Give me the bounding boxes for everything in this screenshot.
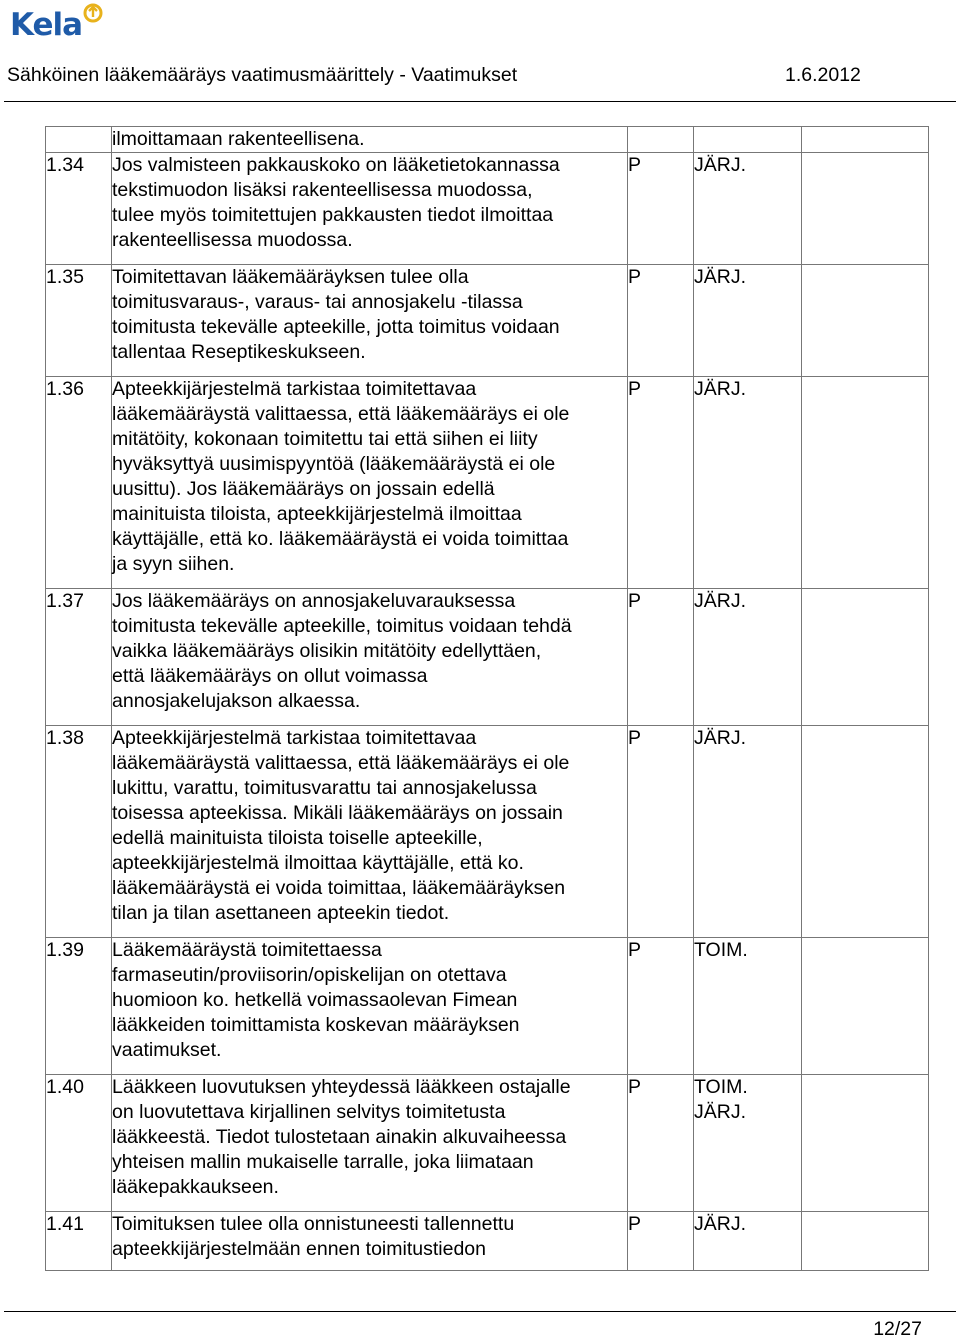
requirement-text: [112, 153, 628, 265]
requirement-text-line: tulee myös toimitettujen pakkausten tiedot ilmoittaa: [112, 204, 554, 226]
responsibility-cell: [694, 726, 802, 938]
requirement-text-line: apteekkijärjestelmään ennen toimitustiedon: [112, 1238, 486, 1260]
requirement-text-line: lääkepakkaukseen.: [112, 1176, 279, 1198]
requirement-text: [112, 1212, 628, 1271]
priority-cell: P: [628, 726, 694, 938]
responsibility-value: JÄRJ.: [694, 266, 747, 288]
priority-cell: P: [628, 589, 694, 726]
requirement-id: 1.40: [46, 1075, 112, 1212]
extra-cell: [802, 589, 929, 726]
priority-cell: [628, 127, 694, 153]
requirement-text-line: Jos lääkemääräys on annosjakeluvarauksessa: [112, 590, 516, 612]
requirement-text-line: on luovutettava kirjallinen selvitys toimitetusta: [112, 1101, 506, 1123]
responsibility-value: JÄRJ.: [694, 727, 747, 749]
requirement-text-line: toimitusta tekevälle apteekille, jotta toimitus voidaan: [112, 316, 560, 338]
requirement-text-line: yhteisen mallin mukaiselle tarralle, joka liimataan: [112, 1151, 534, 1173]
extra-cell: [802, 153, 929, 265]
requirement-text-line: toimitusta tekevälle apteekille, toimitus voidaan tehdä: [112, 615, 572, 637]
requirement-id: 1.35: [46, 265, 112, 377]
extra-cell: [802, 127, 929, 153]
requirement-id: 1.41: [46, 1212, 112, 1271]
logo-mark-icon: [82, 2, 104, 26]
requirement-text-line: Toimitettavan lääkemääräyksen tulee olla: [112, 266, 469, 288]
requirement-text-line: ilmoittamaan rakenteellisena.: [112, 128, 365, 150]
responsibility-value: JÄRJ.: [694, 590, 747, 612]
responsibility-cell: [694, 589, 802, 726]
requirement-text-line: ja syyn siihen.: [112, 553, 235, 575]
requirement-text-line: lääkemääräystä ei voida toimittaa, lääkemääräyksen: [112, 877, 566, 899]
extra-cell: [802, 377, 929, 589]
table-row: [46, 153, 929, 265]
requirement-text: [112, 127, 628, 153]
requirement-id: [46, 127, 112, 153]
requirement-text: [112, 589, 628, 726]
requirement-text-line: Apteekkijärjestelmä tarkistaa toimitettavaa: [112, 378, 477, 400]
requirement-text-line: lääkemääräystä valittaessa, että lääkemääräys ei ole: [112, 752, 570, 774]
requirement-text-line: toimitusvaraus-, varaus- tai annosjakelu -tilassa: [112, 291, 523, 313]
requirement-text: [112, 377, 628, 589]
requirement-text-line: mainituista tiloista, apteekkijärjestelmä ilmoittaa: [112, 503, 522, 525]
logo-text: Kela: [10, 7, 83, 43]
requirement-text-line: Lääkkeen luovutuksen yhteydessä lääkkeen ostajalle: [112, 1076, 571, 1098]
responsibility-cell: [694, 127, 802, 153]
priority-cell: P: [628, 938, 694, 1075]
responsibility-value: TOIM.: [694, 939, 748, 961]
table-row: [46, 1212, 929, 1271]
requirement-text: [112, 1075, 628, 1212]
extra-cell: [802, 938, 929, 1075]
priority-cell: P: [628, 265, 694, 377]
requirement-text-line: farmaseutin/proviisorin/opiskelijan on otettava: [112, 964, 507, 986]
requirement-text-line: uusittu). Jos lääkemääräys on jossain edellä: [112, 478, 495, 500]
extra-cell: [802, 1212, 929, 1271]
requirement-id: 1.37: [46, 589, 112, 726]
requirement-text-line: Apteekkijärjestelmä tarkistaa toimitettavaa: [112, 727, 477, 749]
requirement-text-line: tallentaa Reseptikeskukseen.: [112, 341, 366, 363]
requirement-text-line: Toimituksen tulee olla onnistuneesti tallennettu: [112, 1213, 515, 1235]
responsibility-cell: [694, 1075, 802, 1212]
table-row: [46, 265, 929, 377]
header-divider: [4, 101, 956, 102]
requirement-text-line: lukittu, varattu, toimitusvarattu tai annosjakelussa: [112, 777, 537, 799]
responsibility-cell: [694, 1212, 802, 1271]
table-row: [46, 127, 929, 153]
requirement-text-line: tekstimuodon lisäksi rakenteellisessa muodossa,: [112, 179, 533, 201]
table-row: [46, 938, 929, 1075]
priority-cell: P: [628, 153, 694, 265]
requirement-text-line: että lääkemääräys on ollut voimassa: [112, 665, 428, 687]
requirement-id: 1.39: [46, 938, 112, 1075]
responsibility-value: JÄRJ.: [694, 1101, 747, 1123]
responsibility-cell: [694, 938, 802, 1075]
priority-cell: P: [628, 1075, 694, 1212]
requirement-text-line: lääkkeiden toimittamista koskevan määräyksen: [112, 1014, 520, 1036]
footer-divider: [4, 1311, 956, 1312]
requirement-text-line: lääkkeestä. Tiedot tulostetaan ainakin alkuvaiheessa: [112, 1126, 567, 1148]
document-date: 1.6.2012: [785, 64, 861, 86]
responsibility-value: JÄRJ.: [694, 1213, 747, 1235]
extra-cell: [802, 265, 929, 377]
requirement-text-line: edellä mainituista tiloista toiselle apteekille,: [112, 827, 483, 849]
table-row: [46, 726, 929, 938]
responsibility-value: JÄRJ.: [694, 154, 747, 176]
table-row: [46, 1075, 929, 1212]
requirement-text-line: Jos valmisteen pakkauskoko on lääketietokannassa: [112, 154, 560, 176]
page-number: 12/27: [873, 1318, 922, 1340]
document-title: Sähköinen lääkemääräys vaatimusmäärittely - Vaatimukset: [7, 64, 518, 86]
requirement-text: [112, 938, 628, 1075]
responsibility-value: JÄRJ.: [694, 378, 747, 400]
priority-cell: P: [628, 1212, 694, 1271]
requirement-text-line: huomioon ko. hetkellä voimassaolevan Fimean: [112, 989, 518, 1011]
table-row: [46, 589, 929, 726]
responsibility-value: TOIM.: [694, 1076, 748, 1098]
requirement-text-line: tilan ja tilan asettaneen apteekin tiedot.: [112, 902, 450, 924]
requirements-table: [45, 126, 929, 1271]
requirement-text-line: mitätöity, kokonaan toimitettu tai että siihen ei liity: [112, 428, 538, 450]
responsibility-cell: [694, 377, 802, 589]
requirement-id: 1.36: [46, 377, 112, 589]
requirement-text-line: vaikka lääkemääräys olisikin mitätöity edellyttäen,: [112, 640, 542, 662]
requirement-text-line: käyttäjälle, että ko. lääkemääräystä ei voida toimittaa: [112, 528, 569, 550]
requirement-text: [112, 726, 628, 938]
requirement-text-line: annosjakelujakson alkaessa.: [112, 690, 361, 712]
kela-logo: [10, 2, 110, 44]
requirement-id: 1.34: [46, 153, 112, 265]
extra-cell: [802, 726, 929, 938]
requirement-id: 1.38: [46, 726, 112, 938]
extra-cell: [802, 1075, 929, 1212]
requirement-text-line: toisessa apteekissa. Mikäli lääkemääräys on jossain: [112, 802, 563, 824]
table-row: [46, 377, 929, 589]
requirement-text-line: apteekkijärjestelmä ilmoittaa käyttäjälle, että ko.: [112, 852, 524, 874]
requirement-text-line: rakenteellisessa muodossa.: [112, 229, 353, 251]
responsibility-cell: [694, 153, 802, 265]
requirement-text-line: lääkemääräystä valittaessa, että lääkemääräys ei ole: [112, 403, 570, 425]
priority-cell: P: [628, 377, 694, 589]
responsibility-cell: [694, 265, 802, 377]
requirement-text-line: hyväksyttyä uusimispyyntöä (lääkemääräystä ei ole: [112, 453, 556, 475]
requirement-text: [112, 265, 628, 377]
requirement-text-line: Lääkemääräystä toimitettaessa: [112, 939, 382, 961]
requirement-text-line: vaatimukset.: [112, 1039, 222, 1061]
requirements-table-body: [46, 127, 929, 1271]
